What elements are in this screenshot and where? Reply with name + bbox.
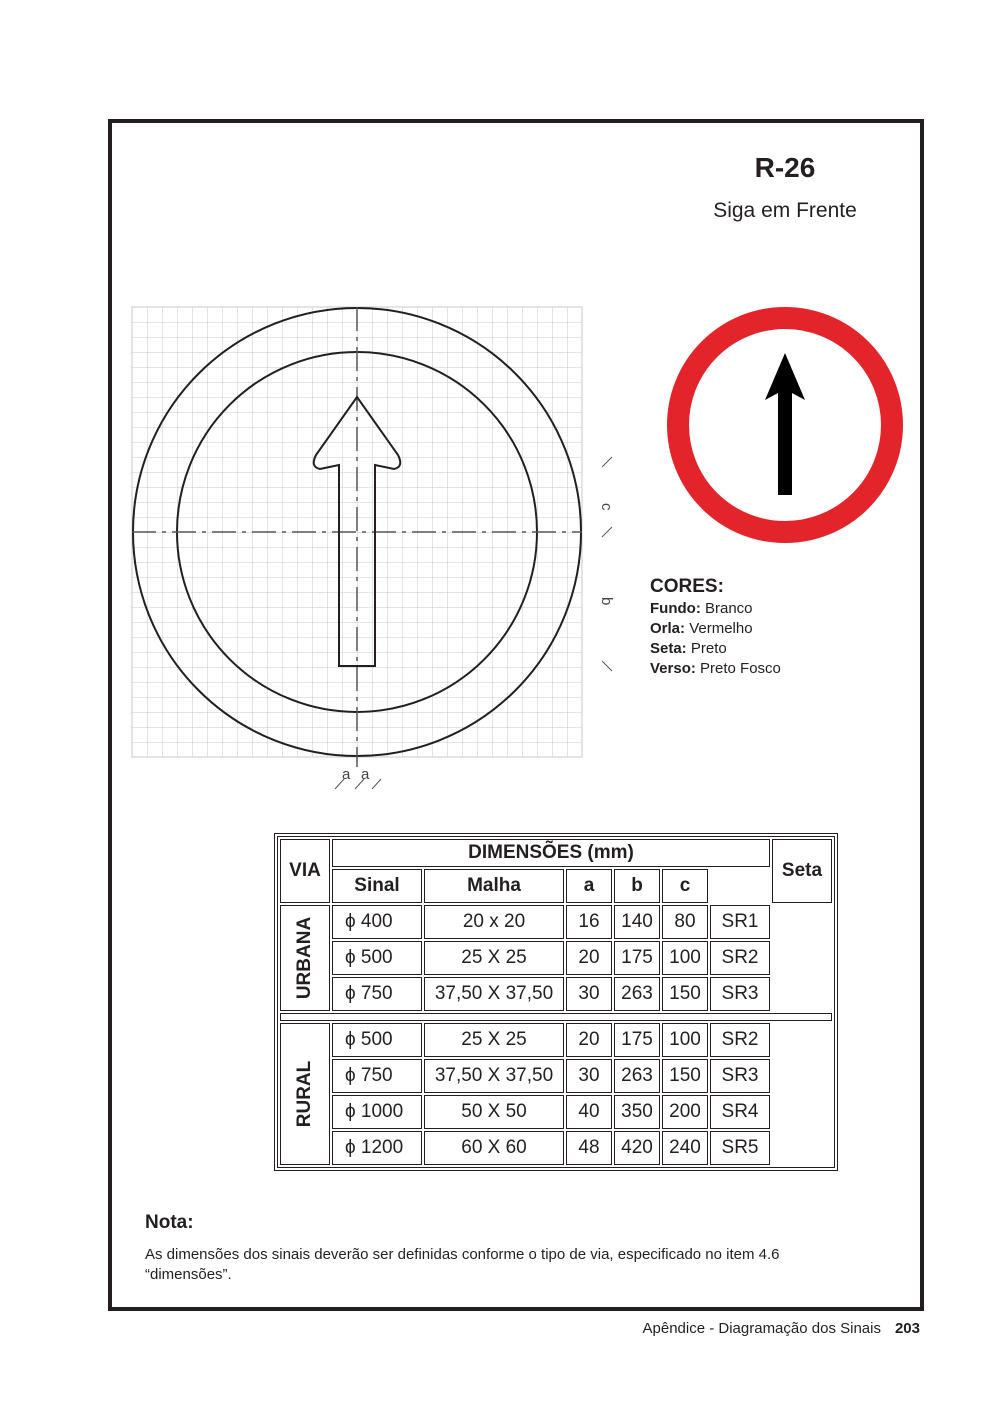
th-c: c: [662, 869, 708, 903]
table-cell: 20: [566, 1023, 612, 1057]
table-cell: 175: [614, 1023, 660, 1057]
nota-title: Nota:: [145, 1212, 194, 1233]
group-separator: [280, 1013, 832, 1021]
table-cell: 150: [662, 977, 708, 1011]
table-row: [280, 1131, 832, 1165]
page-footer: [643, 1320, 921, 1337]
table-cell: 40: [566, 1095, 612, 1129]
table-cell: 16: [566, 905, 612, 939]
th-via: VIA: [280, 839, 330, 903]
cores-item: Fundo: Branco: [650, 600, 753, 617]
table-cell: SR3: [710, 1059, 770, 1093]
th-malha: Malha: [424, 869, 564, 903]
table-row: [280, 1095, 832, 1129]
group-label-rural: RURAL: [280, 1023, 330, 1165]
th-b: b: [614, 869, 660, 903]
table-cell: 37,50 X 37,50: [424, 977, 564, 1011]
cores-item: Verso: Preto Fosco: [650, 660, 781, 677]
table-cell: ϕ 500: [332, 1023, 422, 1057]
table-cell: SR2: [710, 941, 770, 975]
sign-illustration: [665, 305, 905, 545]
table-cell: 25 X 25: [424, 941, 564, 975]
table-row: [280, 1023, 832, 1057]
table-cell: 100: [662, 1023, 708, 1057]
nota-text: As dimensões dos sinais deverão ser definidas conforme o tipo de via, especificado no item 4.6 “dimensões”.: [145, 1246, 780, 1283]
diagram-label-b: b: [598, 597, 615, 606]
table-cell: ϕ 750: [332, 977, 422, 1011]
table-cell: SR4: [710, 1095, 770, 1129]
th-dimensoes: DIMENSÕES (mm): [332, 839, 770, 867]
table-cell: SR2: [710, 1023, 770, 1057]
table-cell: ϕ 750: [332, 1059, 422, 1093]
table-cell: 240: [662, 1131, 708, 1165]
table-cell: [280, 1013, 832, 1021]
table-cell: 420: [614, 1131, 660, 1165]
table-row: [280, 977, 832, 1011]
table-cell: 30: [566, 1059, 612, 1093]
table-cell: 30: [566, 977, 612, 1011]
table-cell: 175: [614, 941, 660, 975]
diagram-label-a2: a: [361, 766, 370, 783]
table-cell: 60 X 60: [424, 1131, 564, 1165]
table-cell: SR3: [710, 977, 770, 1011]
table-cell: 80: [662, 905, 708, 939]
table-row: [280, 1059, 832, 1093]
table-cell: 100: [662, 941, 708, 975]
footer-section: Apêndice - Diagramação dos Sinais: [642, 1320, 881, 1337]
table-row: [280, 941, 832, 975]
cores-title: CORES:: [650, 576, 724, 597]
table-cell: 350: [614, 1095, 660, 1129]
cores-section: [650, 575, 781, 679]
group-label-urbana: URBANA: [280, 905, 330, 1011]
table-cell: 200: [662, 1095, 708, 1129]
th-sinal: Sinal: [332, 869, 422, 903]
cores-item: Orla: Vermelho: [650, 620, 753, 637]
table-cell: 263: [614, 1059, 660, 1093]
table-row: [280, 905, 832, 939]
table-cell: 25 X 25: [424, 1023, 564, 1057]
page-number: 203: [894, 1320, 920, 1337]
diagram-label-c: c: [598, 503, 615, 511]
table-cell: 20: [566, 941, 612, 975]
table-cell: 48: [566, 1131, 612, 1165]
diagram-label-a1: a: [342, 766, 351, 783]
cores-item: Seta: Preto: [650, 640, 727, 657]
sign-code: R-26: [754, 152, 816, 183]
th-seta: Seta: [772, 839, 832, 903]
table-cell: SR5: [710, 1131, 770, 1165]
th-a: a: [566, 869, 612, 903]
table-cell: 263: [614, 977, 660, 1011]
sign-diagram: [130, 305, 620, 795]
table-cell: SR1: [710, 905, 770, 939]
table-cell: 140: [614, 905, 660, 939]
table-cell: 37,50 X 37,50: [424, 1059, 564, 1093]
table-cell: 50 X 50: [424, 1095, 564, 1129]
sign-name: Siga em Frente: [713, 199, 857, 222]
table-cell: ϕ 400: [332, 905, 422, 939]
table-cell: 150: [662, 1059, 708, 1093]
table-cell: 20 x 20: [424, 905, 564, 939]
table-cell: ϕ 1200: [332, 1131, 422, 1165]
dimensions-table: [274, 833, 838, 1171]
table-cell: ϕ 1000: [332, 1095, 422, 1129]
table-cell: ϕ 500: [332, 941, 422, 975]
